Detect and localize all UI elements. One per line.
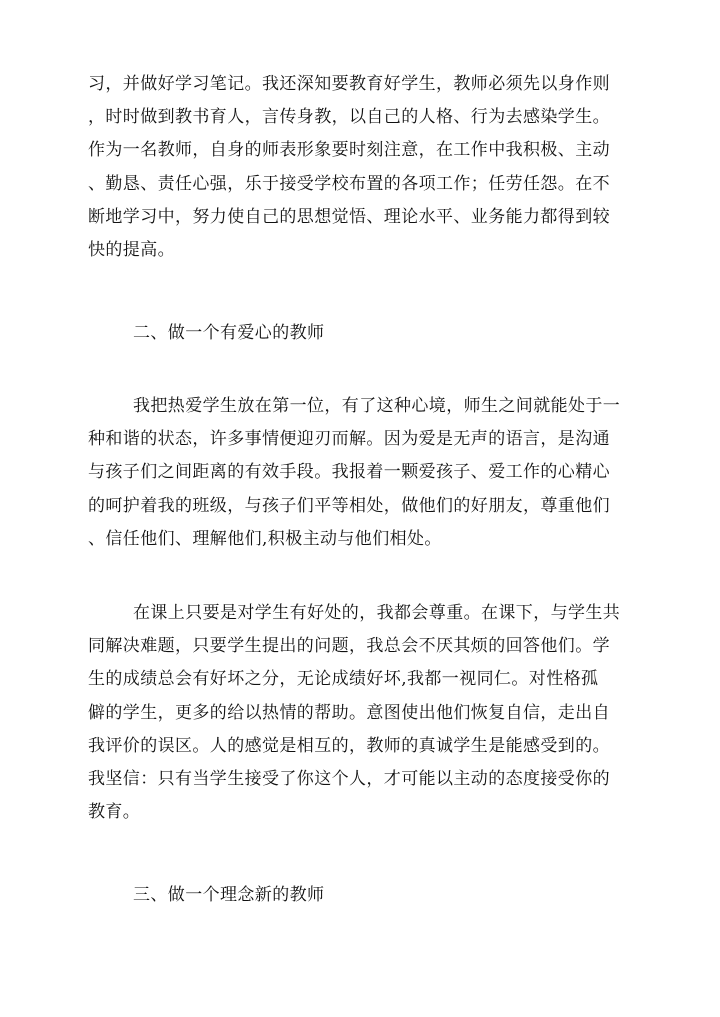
text-line: 的呵护着我的班级，与孩子们平等相处，做他们的好朋友，尊重他们 xyxy=(88,495,610,516)
text-line: 同解决难题，只要学生提出的问题，我总会不厌其烦的回答他们。学 xyxy=(88,636,610,657)
text-line: 在课上只要是对学生有好处的，我都会尊重。在课下，与学生共 xyxy=(133,603,621,623)
text-line: 教育。 xyxy=(88,802,141,823)
paragraph-love-students xyxy=(88,390,648,556)
text-line: 、勤恳、责任心强，乐于接受学校布置的各项工作；任劳任怨。在不 xyxy=(88,173,610,194)
text-line: 作为一名教师，自身的师表形象要时刻注意，在工作中我积极、主动 xyxy=(88,140,610,161)
text-line: ，时时做到教书育人，言传身教，以自己的人格、行为去感染学生。 xyxy=(88,107,610,128)
paragraph-classroom-respect xyxy=(88,597,648,829)
text-line: 种和谐的状态，许多事情便迎刃而解。因为爱是无声的语言，是沟通 xyxy=(88,429,610,450)
text-line: 僻的学生，更多的给以热情的帮助。意图使出他们恢复自信，走出自 xyxy=(88,702,610,723)
section-heading-new-concept-teacher: 三、做一个理念新的教师 xyxy=(133,885,325,905)
text-line: 我把热爱学生放在第一位，有了这种心境，师生之间就能处于一 xyxy=(133,396,621,416)
text-line: 与孩子们之间距离的有效手段。我报着一颗爱孩子、爱工作的心精心 xyxy=(88,462,610,483)
section-heading-caring-teacher: 二、做一个有爱心的教师 xyxy=(133,323,325,343)
paragraph-teacher-role-model xyxy=(88,68,648,267)
text-line: 断地学习中，努力使自己的思想觉悟、理论水平、业务能力都得到较 xyxy=(88,206,610,227)
text-line: 快的提高。 xyxy=(88,240,175,261)
text-line: 生的成绩总会有好坏之分，无论成绩好坏,我都一视同仁。对性格孤 xyxy=(88,669,599,690)
text-line: 我评价的误区。人的感觉是相互的，教师的真诚学生是能感受到的。 xyxy=(88,735,610,756)
text-line: 我坚信：只有当学生接受了你这个人，才可能以主动的态度接受你的 xyxy=(88,769,610,790)
text-line: 、信任他们、理解他们,积极主动与他们相处。 xyxy=(88,528,442,549)
text-line: 习，并做好学习笔记。我还深知要教育好学生，教师必须先以身作则 xyxy=(88,74,610,94)
